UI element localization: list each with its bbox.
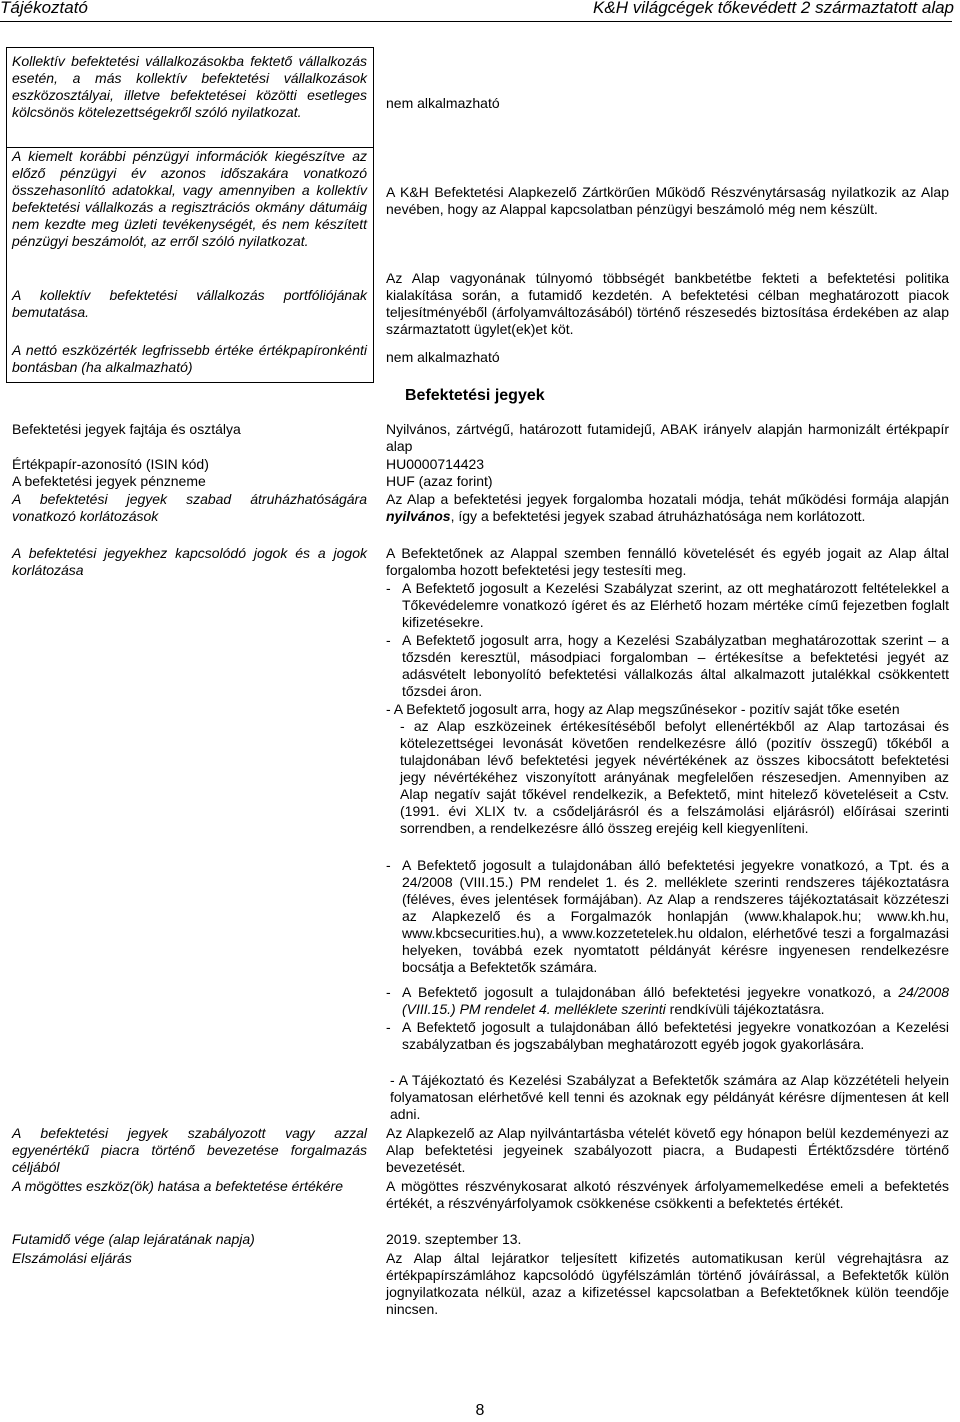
label-unit-type: Befektetési jegyek fajtája és osztálya bbox=[12, 421, 241, 437]
header-divider bbox=[0, 21, 952, 22]
row-value-cross-liabilities: nem alkalmazható bbox=[386, 95, 500, 111]
label-underlying: A mögöttes eszköz(ök) hatása a befektetése értékére bbox=[12, 1178, 343, 1194]
label-maturity: Futamidő vége (alap lejáratának napja) bbox=[12, 1231, 255, 1247]
transfer-text-b: , így a befektetési jegyek szabad átruházhatósága nem korlátozott. bbox=[450, 508, 866, 524]
value-isin: HU0000714423 bbox=[386, 456, 485, 472]
row-label-financial-info: A kiemelt korábbi pénzügyi információk kiegészítve az előző pénzügyi év azonos időszakára vonatkozó összehasonlító adatokkal, vagy amennyiben a kollektív befektetési vállalkozás a regisztrációs okmány dátumáig nem kezdte meg üzleti tevékenységét, és nem készített pénzügyi beszámolót, az erről szóló nyilatkozat. bbox=[12, 148, 367, 249]
label-currency: A befektetési jegyek pénzneme bbox=[12, 473, 206, 489]
header-document-type: Tájékoztató bbox=[0, 0, 88, 17]
value-currency: HUF (azaz forint) bbox=[386, 473, 493, 489]
transfer-text-a: Az Alap a befektetési jegyek forgalomba hozatali módja, tehát működési formája alapján bbox=[386, 491, 949, 507]
portfolio-text-1: Az Alap vagyonának túlnyomó többségét bankbetétbe fekteti a befektetési politika kialakítása során, a futamidő kezdetén. bbox=[386, 270, 949, 303]
bullet-dash: - bbox=[386, 984, 391, 1000]
bullet-dash: - bbox=[386, 580, 391, 596]
rights-bullet-2 bbox=[386, 632, 949, 700]
rights-bullet-2-text: A Befektető jogosult arra, hogy a Kezelési Szabályzatban meghatározottak szerint – a tőzsdén keresztül, másodpiaci forgalomban – értékesítse a befektetési jegyét az adásvételt lebonyolító befektetési vállalkozás által alkalmazott jutalékkal csökkentett tőzsdei áron. bbox=[402, 632, 949, 699]
rights-bullet-3-body: - az Alap eszközeinek értékesítéséből befolyt ellenértékből az Alap tartozásai és kötelezettségei levonását követően rendelkezésre álló (pozitív összegű) tőkéből a tulajdonában lévő befektetési jegyek névértékének az összes kibocsátott befektetési jegy névértékéhez viszonyított arányának megfelelően részesedjen. Amennyiben az Alap negatív saját tőkével rendelkezik, a Befektető, mint hitelező követeléseit a Cstv. (1991. évi XLIX tv. a csődeljárásról és a felszámolási eljárásról) előírásai szerinti sorrendben, a rendelkezésre álló összeg erejéig kell kiegyenlíteni. bbox=[400, 718, 949, 836]
bullet-dash: - bbox=[386, 632, 391, 648]
page-header bbox=[0, 0, 960, 20]
row-value-nav: nem alkalmazható bbox=[386, 349, 500, 365]
rights-bullet-5-part-a: A Befektető jogosult a tulajdonában álló befektetési jegyekre vonatkozó, a bbox=[402, 984, 891, 1000]
rights-bullet-7: - A Tájékoztató és Kezelési Szabályzat a Befektetők számára az Alap közzétételi helyein folyamatosan elérhetővé kell tenni és azoknak egy példányát kérésre díjmentesen át kell adni. bbox=[390, 1072, 949, 1122]
transfer-emphasis: nyilvános bbox=[386, 508, 451, 524]
portfolio-text-2: A befektetési célban meghatározott piacok teljesítményéből (árfolyamváltozásából) történő részesedés biztosítása érdekében az alap származtatott ügylet(ek)et köt. bbox=[386, 287, 949, 337]
row-value-portfolio bbox=[386, 270, 949, 338]
bullet-dash: - bbox=[386, 1019, 391, 1035]
label-settlement: Elszámolási eljárás bbox=[12, 1250, 132, 1266]
rights-bullet-1 bbox=[386, 580, 949, 631]
row-label-cross-liabilities: Kollektív befektetési vállalkozásokba fektető vállalkozás esetén, a más kollektív befektetési vállalkozások eszközosztályai, illetve befektetései közötti esetleges kölcsönös kötelezettségekről szóló nyilatkozat. bbox=[12, 53, 367, 120]
rights-bullet-5-part-b: rendkívüli tájékoztatásra. bbox=[669, 1001, 825, 1017]
page-number: 8 bbox=[475, 1402, 485, 1419]
label-market: A befektetési jegyek szabályozott vagy azzal egyenértékű piacra történő bevezetése forgalmazás céljából bbox=[12, 1125, 367, 1175]
rights-bullet-5-emphasis: 24/2008 (VIII.15.) PM rendelet 4. melléklete szerinti bbox=[402, 984, 949, 1017]
value-market: Az Alapkezelő az Alap nyilvántartásba vételét követő egy hónapon belül kezdeményezi az Alap befektetési jegyeinek szabályozott piacra, a Budapesti Értéktőzsdére történő bevezetését. bbox=[386, 1125, 949, 1175]
rights-bullet-6 bbox=[386, 1019, 949, 1053]
rights-bullet-1-text: A Befektető jogosult a Kezelési Szabályzat szerint, az ott meghatározott feltételekkel a Tőkevédelemre vonatkozó ígéret és az Elérhető hozam mértéke című fejezetben foglalt kifizetésekre. bbox=[402, 580, 949, 630]
value-underlying: A mögöttes részvénykosarat alkotó részvények árfolyamemelkedése emeli a befektetés értékét, a részvényárfolyamok csökkenése csökkenti a befektetés értékét. bbox=[386, 1178, 949, 1211]
rights-bullet-5-text bbox=[402, 984, 949, 1018]
row-value-financial-info: A K&H Befektetési Alapkezelő Zártkörűen Működő Részvénytársaság nyilatkozik az Alap nevében, hogy az Alappal kapcsolatban pénzügyi beszámoló még nem készült. bbox=[386, 184, 949, 217]
value-maturity: 2019. szeptember 13. bbox=[386, 1231, 522, 1247]
row-label-portfolio: A kollektív befektetési vállalkozás portfóliójának bemutatása. bbox=[12, 287, 367, 320]
rights-bullet-4 bbox=[386, 857, 949, 976]
rights-intro: A Befektetőnek az Alappal szemben fennálló követelését és egyéb jogait az Alap által forgalomba hozott befektetési jegy testesíti meg. bbox=[386, 545, 949, 578]
rights-bullet-3-head: - A Befektető jogosult arra, hogy az Alap megszűnésekor - pozitív saját tőke esetén bbox=[386, 701, 900, 717]
value-transferability bbox=[386, 491, 949, 525]
label-isin: Értékpapír-azonosító (ISIN kód) bbox=[12, 456, 209, 472]
label-rights: A befektetési jegyekhez kapcsolódó jogok és a jogok korlátozása bbox=[12, 545, 367, 578]
value-settlement: Az Alap által lejáratkor teljesített kifizetés automatikusan kerül végrehajtásra az értékpapírszámlához kapcsolódó ügyfélszámlán történő jóváírással, a Befektetők külön jognyilatkozata nélkül, azaz a kifizetéssel kapcsolatban a Befektetőknek külön teendője nincsen. bbox=[386, 1250, 949, 1317]
rights-bullet-4-part-b: (www.khalapok.hu; www.kh.hu, www.kbcsecurities.hu), a www.kozzetetelek.hu oldalon, elérhetővé teszi a forgalmazási helyeken, továbbá ezek nyomtatott példányát kérésre ingyenesen rendelkezésre bocsátja a Befektetők számára. bbox=[402, 908, 950, 975]
section-title-investment-units: Befektetési jegyek bbox=[405, 387, 545, 404]
value-unit-type: Nyilvános, zártvégű, határozott futamidejű, ABAK irányelv alapján harmonizált értékpapír alap bbox=[386, 421, 949, 454]
row-label-nav: A nettó eszközérték legfrissebb értéke értékpapíronkénti bontásban (ha alkalmazható) bbox=[12, 342, 367, 375]
rights-bullet-4-part-a: A Befektető jogosult a tulajdonában álló befektetési jegyekre vonatkozó, a Tpt. és a 24/2008 (VIII.15.) PM rendelet 1. és 2. melléklete szerinti rendszeres tájékoztatásra (féléves, éves jelentések formájában). Az Alap a rendszeres tájékoztatásait közzéteszi az Alapkezelő és a Forgalmazók honlapján bbox=[402, 857, 949, 924]
rights-bullet-4-text bbox=[402, 857, 949, 976]
header-fund-name: K&H világcégek tőkevédett 2 származtatott alap bbox=[593, 0, 954, 17]
bullet-dash: - bbox=[386, 857, 391, 873]
label-transferability: A befektetési jegyek szabad átruházhatóságára vonatkozó korlátozások bbox=[12, 491, 367, 524]
rights-bullet-6-text: A Befektető jogosult a tulajdonában álló befektetési jegyekre vonatkozóan a Kezelési szabályzatban és jogszabályban meghatározott egyéb jogok gyakorlására. bbox=[402, 1019, 949, 1052]
rights-bullet-5 bbox=[386, 984, 949, 1018]
